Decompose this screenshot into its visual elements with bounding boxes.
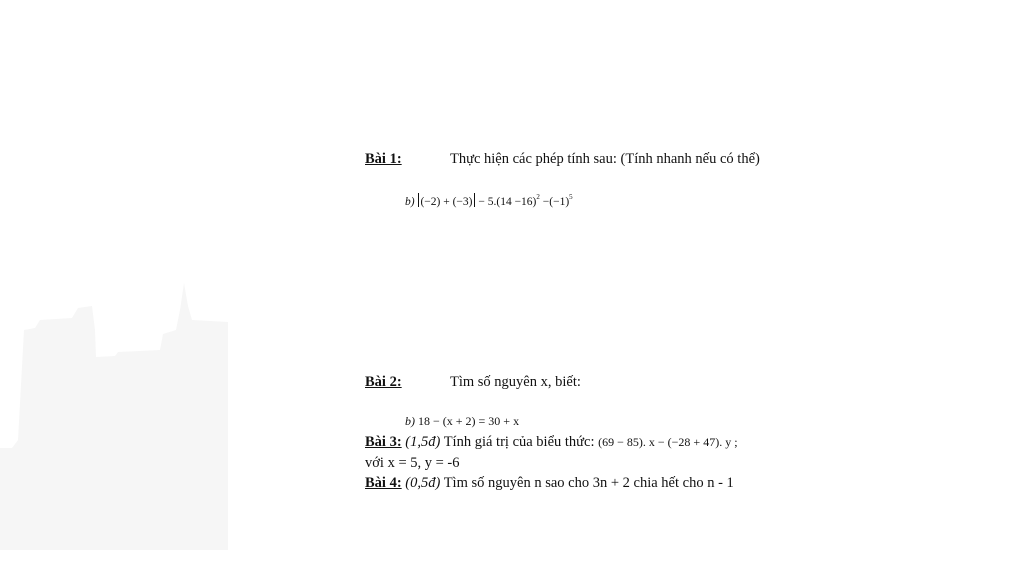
problem-1-expression-part2: − 5.(14 −16): [478, 196, 537, 208]
problem-3-text: Tính giá trị của biểu thức:: [443, 434, 595, 450]
problem-3-label: Bài 3:: [365, 434, 402, 450]
problem-3-line: [365, 433, 738, 451]
problem-4-text: Tìm số nguyên n sao cho 3n + 2 chia hết cho n - 1: [443, 475, 734, 491]
problem-1-exponent-2: 5: [569, 193, 573, 201]
problem-1-label: Bài 1:: [365, 151, 402, 167]
problem-3-points: (1,5đ): [405, 434, 441, 450]
problem-3-condition: với x = 5, y = -6: [365, 455, 460, 471]
problem-2-text: Tìm số nguyên x, biết:: [450, 374, 581, 390]
problem-4-line: [365, 474, 734, 492]
problem-2-label: Bài 2:: [365, 374, 402, 390]
problem-1-expression-prefix: b): [405, 196, 415, 208]
problem-2-expression-prefix: b): [405, 414, 415, 428]
problem-2-expression: [405, 412, 519, 430]
problem-1-text: Thực hiện các phép tính sau: (Tính nhanh nếu có thể): [450, 151, 760, 167]
problem-2-equation: 18 − (x + 2) = 30 + x: [418, 414, 520, 428]
problem-1-expression-part3: −(−1): [542, 196, 570, 208]
problem-1-expression: [405, 193, 573, 211]
absolute-value-bar-right: [474, 193, 475, 207]
problem-1-expression-abs: (−2) + (−3): [420, 196, 473, 208]
problem-1-exponent-1: 2: [536, 193, 540, 201]
problem-4-label: Bài 4:: [365, 475, 402, 491]
problem-4-points: (0,5đ): [405, 475, 441, 491]
problem-3-formula: (69 − 85). x − (−28 + 47). y ;: [598, 435, 738, 449]
